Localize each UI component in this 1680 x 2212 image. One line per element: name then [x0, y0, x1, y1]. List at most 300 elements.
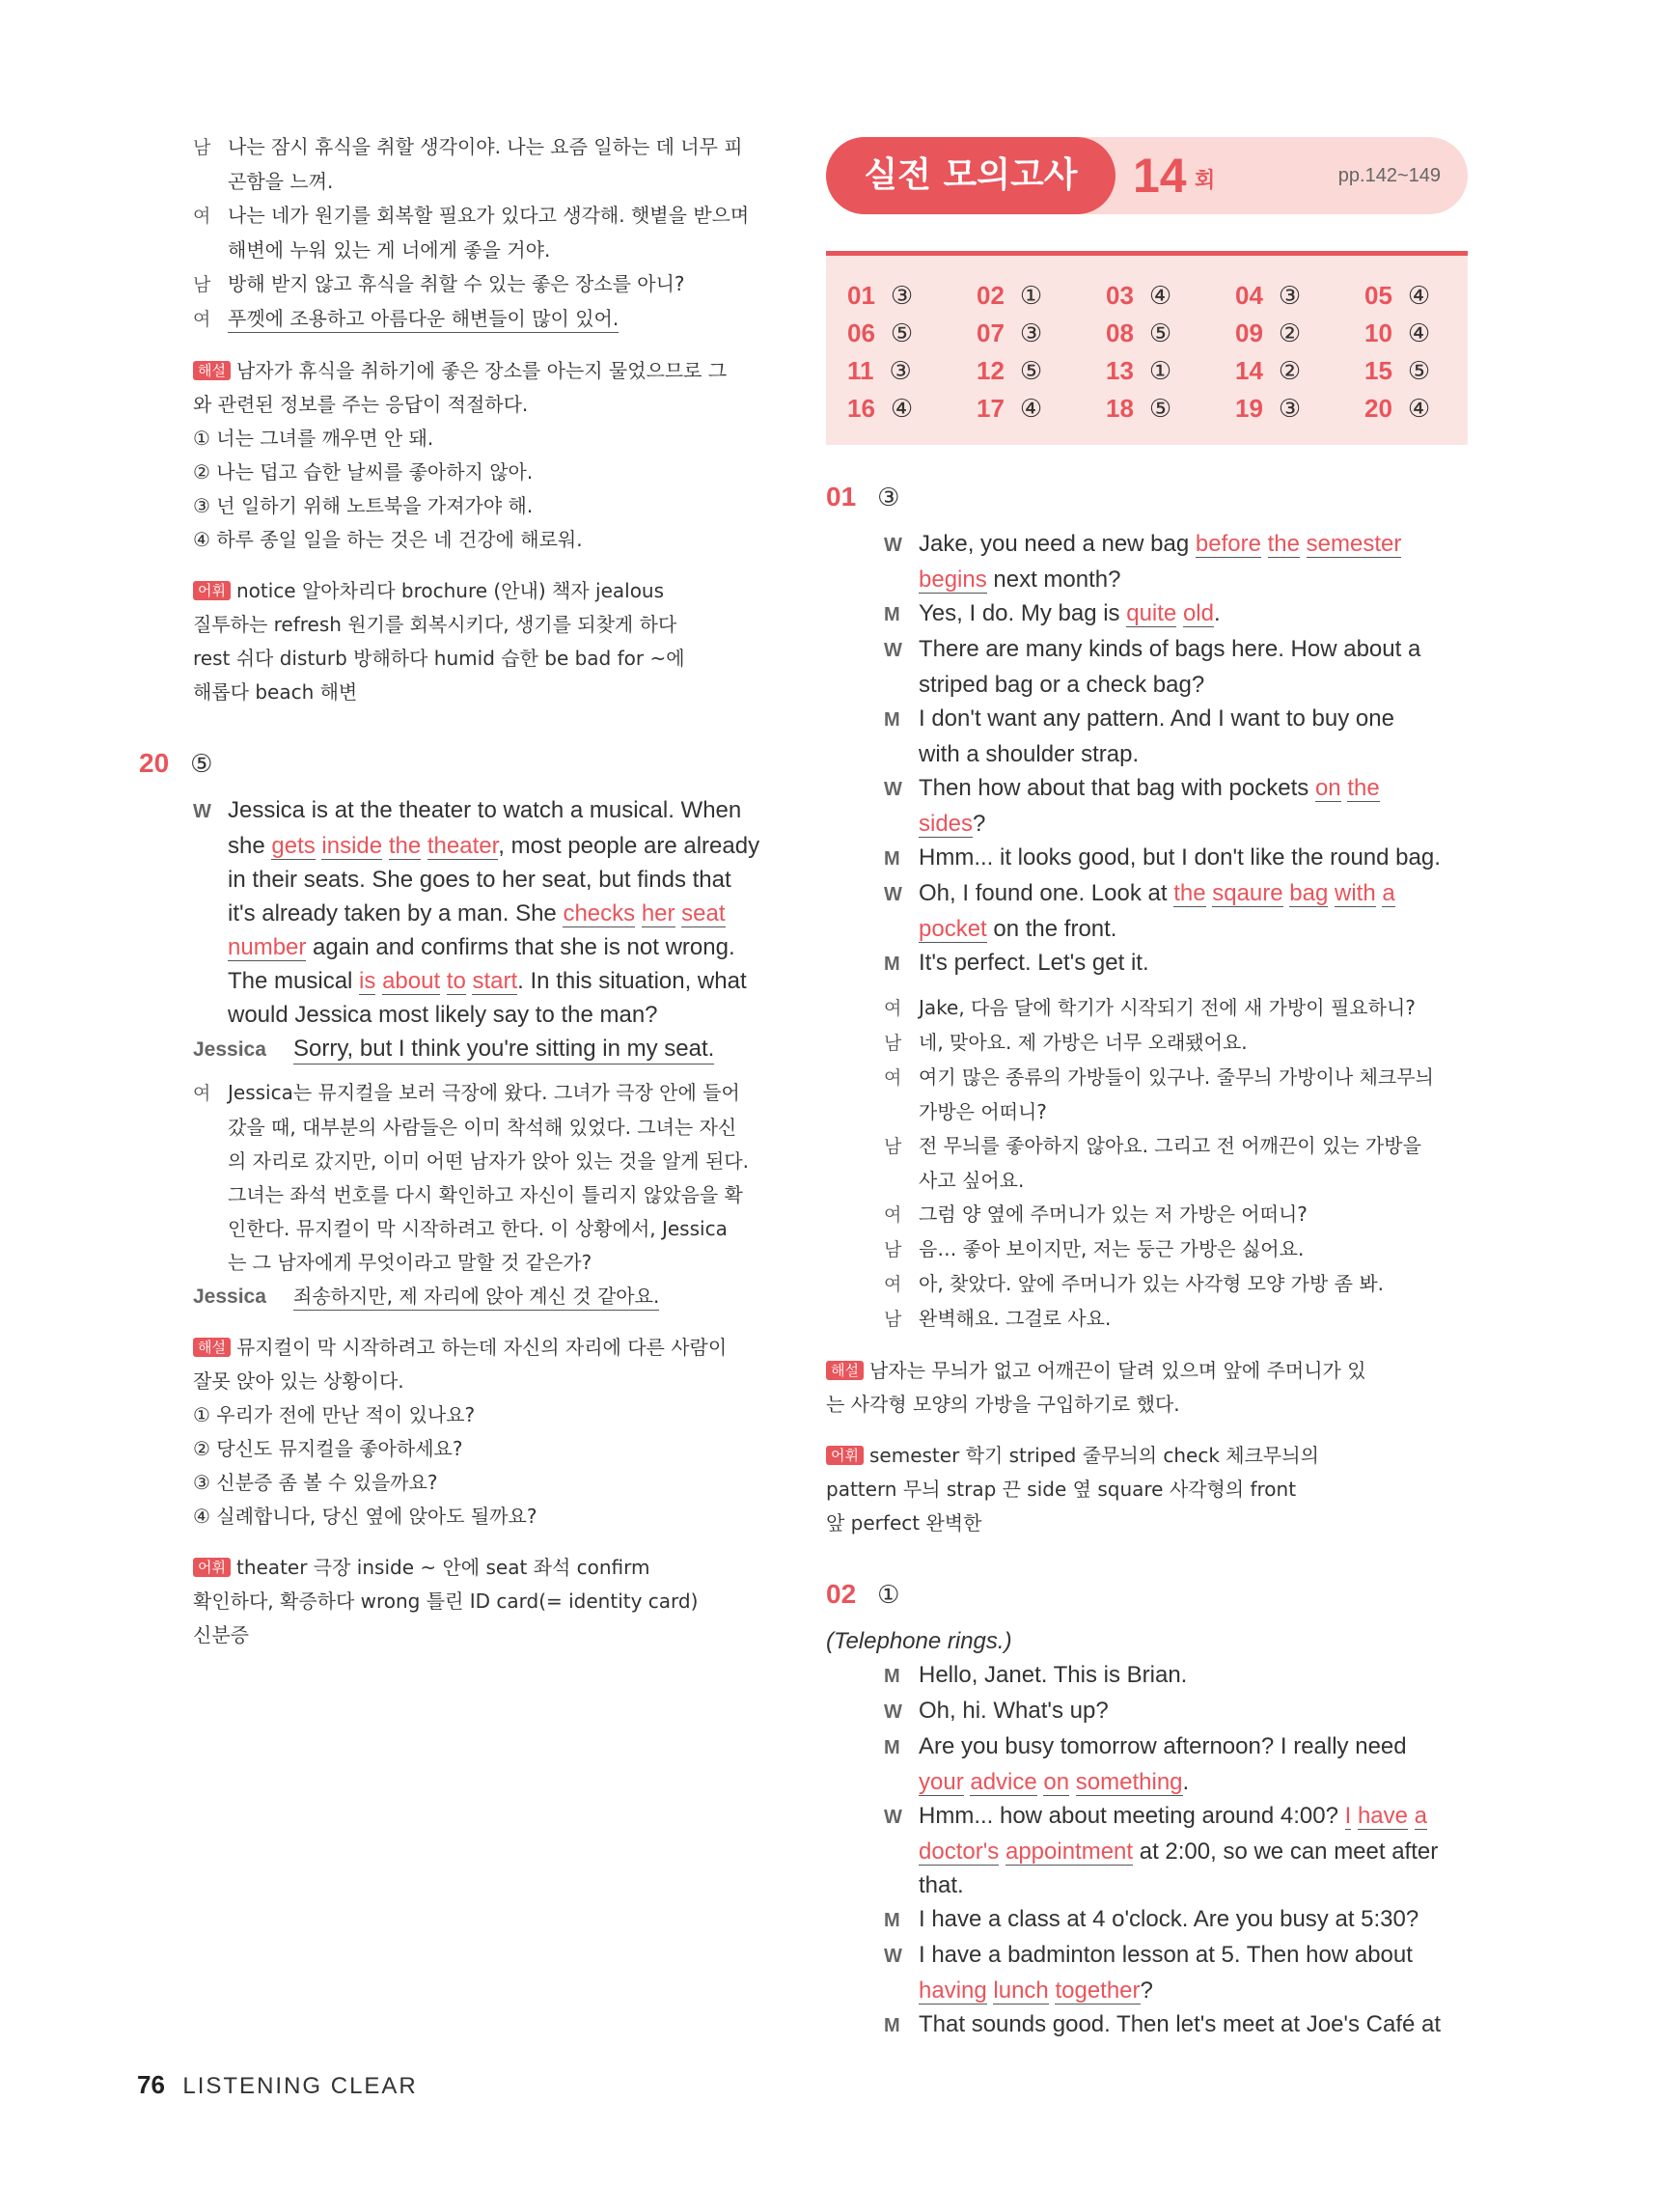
blank-word: with — [1335, 880, 1376, 906]
dialog-text: 곤함을 느껴. — [228, 170, 334, 193]
blank-word: semester — [1306, 531, 1402, 557]
answer-key-choice: ③ — [1278, 282, 1302, 311]
script-text: Hmm... it looks good, but I don't like the round bag. — [919, 844, 1441, 871]
script-line: that. — [919, 1872, 964, 1898]
answer-key-choice: ④ — [1407, 319, 1431, 348]
answer-key-cell — [1364, 390, 1488, 428]
script-text: Hmm... how about meeting around 4:00? — [919, 1803, 1345, 1829]
question-answer: ⑤ — [190, 750, 213, 779]
translation-line — [884, 1061, 1473, 1095]
translation-text: 네, 맞아요. 제 가방은 너무 오래됐어요. — [919, 1031, 1248, 1054]
blank-word: number — [228, 934, 307, 960]
blank-word: a — [1414, 1803, 1428, 1829]
answer-key-cell — [1364, 277, 1488, 315]
vocab-text: theater 극장 inside ~ 안에 seat 좌석 confirm — [235, 1556, 650, 1579]
speaker-label: 남 — [193, 137, 211, 158]
answer-key-cell — [1106, 352, 1229, 390]
answer-key-row — [847, 315, 1465, 351]
translation-line: 사고 싶어요. — [919, 1169, 1025, 1192]
vocab-line: 질투하는 refresh 원기를 회복시키다, 생기를 되찾게 하다 — [193, 613, 677, 636]
script-line — [884, 1902, 1473, 1938]
option-line: ② 당신도 뮤지컬을 좋아하세요? — [193, 1437, 463, 1460]
option-line: ④ 하루 종일 일을 하는 것은 네 건강에 해로워. — [193, 528, 583, 551]
dialog-line — [193, 165, 782, 199]
script-text: It's perfect. Let's get it. — [919, 950, 1149, 976]
script-line — [884, 702, 1473, 737]
speaker-label: W — [884, 640, 902, 661]
answer-key-cell — [847, 277, 971, 315]
speaker-label: M — [884, 2015, 900, 2036]
speaker-label: 남 — [193, 274, 211, 295]
speaker-label: 여 — [884, 1274, 902, 1295]
script-text: ? — [973, 811, 986, 837]
script-line — [884, 876, 1473, 912]
question-number: 01 — [826, 482, 857, 512]
script-text: Then how about that bag with pockets — [919, 775, 1315, 801]
answer-key-choice: ③ — [889, 357, 912, 386]
speaker-label: 여 — [884, 1204, 902, 1226]
dialog-text: 나는 잠시 휴식을 취할 생각이야. 나는 요즘 일하는 데 너무 피 — [228, 135, 743, 158]
vocab-text: semester 학기 striped 줄무늬의 check 체크무늬의 — [868, 1444, 1319, 1467]
vocab-tag: 어휘 — [193, 1558, 231, 1577]
speaker-label: Jessica — [193, 1038, 266, 1061]
dialog-line — [193, 302, 782, 337]
translation-line — [884, 1267, 1473, 1302]
script-text: Oh, hi. What's up? — [919, 1698, 1109, 1724]
explanation-text: 남자가 휴식을 취하기에 좋은 장소를 아는지 물었으므로 그 — [235, 359, 728, 382]
script-text: Jessica is at the theater to watch a musical. When — [228, 797, 742, 823]
script-text: Oh, I found one. Look at — [919, 880, 1174, 906]
answer-key-number: 01 — [847, 281, 875, 310]
vocab-line — [826, 1439, 1473, 1473]
script-line — [884, 1658, 1473, 1694]
banner-title: 실전 모의고사 — [826, 137, 1115, 214]
answer-key-cell — [977, 315, 1100, 352]
script-text: That sounds good. Then let's meet at Joe's Café at — [919, 2011, 1442, 2037]
blank-word: lunch — [993, 1977, 1049, 2004]
script-line — [193, 1032, 782, 1066]
blank-word: is — [359, 968, 376, 994]
script-text: . In this situation, what — [517, 968, 747, 994]
answer-key-cell — [1364, 352, 1488, 390]
answer-key-choice: ④ — [1019, 395, 1043, 424]
explanation-line — [826, 1354, 1473, 1388]
speaker-label: 남 — [884, 1136, 902, 1157]
script-line — [884, 563, 1473, 596]
blank-word: have — [1357, 1803, 1408, 1829]
script-text: Jake, you need a new bag — [919, 531, 1196, 557]
answer-key-number: 04 — [1235, 281, 1263, 310]
question-02 — [826, 1575, 1473, 2043]
explanation-line: 잘못 앉아 있는 상황이다. — [193, 1369, 404, 1393]
answer-key-choice: ① — [1148, 357, 1172, 386]
vocab-line — [193, 574, 782, 608]
script-line: with a shoulder strap. — [919, 741, 1140, 767]
speaker-label: 여 — [884, 998, 902, 1019]
translation-line — [884, 991, 1473, 1026]
option-line: ③ 신분증 좀 볼 수 있을까요? — [193, 1471, 438, 1494]
script-line — [884, 2007, 1473, 2043]
translation-line — [884, 1302, 1473, 1337]
answer-key-table — [826, 251, 1468, 445]
answer-key-number: 19 — [1235, 394, 1263, 423]
translation-text: 여기 많은 종류의 가방들이 있구나. 줄무늬 가방이나 체크무늬 — [919, 1065, 1434, 1089]
translation-line: 갔을 때, 대부분의 사람들은 이미 착석해 있었다. 그녀는 자신 — [228, 1116, 737, 1139]
dialog-text: 방해 받지 않고 휴식을 취할 수 있는 좋은 장소를 아니? — [228, 272, 685, 295]
blank-word: checks — [563, 900, 636, 926]
blank-word: before — [1195, 531, 1261, 557]
answer-key-cell — [1235, 277, 1359, 315]
speaker-label: M — [884, 1737, 900, 1758]
answer-key-choice: ② — [1278, 319, 1302, 348]
blank-word: the — [1173, 880, 1206, 906]
script-line — [884, 1694, 1473, 1729]
speaker-label: 여 — [884, 1067, 902, 1089]
script-line — [193, 793, 782, 829]
vocab-tag: 어휘 — [826, 1446, 864, 1465]
script-text: I have a class at 4 o'clock. Are you busy at 5:30? — [919, 1906, 1419, 1932]
script-line — [884, 527, 1473, 563]
script-line: would Jessica most likely say to the man? — [228, 1002, 658, 1028]
blank-word: something — [1075, 1769, 1183, 1795]
speaker-label: M — [884, 709, 900, 731]
question-number: 20 — [139, 748, 170, 778]
question-header — [826, 1575, 1473, 1615]
speaker-label: M — [884, 954, 900, 975]
translation-line — [193, 1076, 782, 1111]
blank-word: a — [1382, 880, 1395, 906]
answer-key-cell — [1364, 315, 1488, 352]
answer-key-choice: ⑤ — [1407, 357, 1431, 386]
script-line — [884, 841, 1473, 876]
answer-key-cell — [847, 390, 971, 428]
explanation-tag: 해설 — [826, 1361, 864, 1380]
speaker-label: M — [884, 1666, 900, 1687]
script-text: again and confirms that she is not wrong. — [306, 934, 735, 960]
blank-word: bag — [1289, 880, 1329, 906]
speaker-label: W — [884, 1807, 902, 1828]
question-answer: ① — [877, 1581, 900, 1610]
speaker-label: W — [884, 1701, 902, 1723]
explanation-q20 — [193, 1331, 782, 1534]
blank-word: theater — [427, 833, 499, 859]
translation-line — [193, 1280, 782, 1313]
vocab-text: notice 알아차리다 brochure (안내) 책자 jealous — [235, 579, 665, 602]
script-line — [884, 946, 1473, 982]
script-line — [884, 596, 1473, 632]
answer-key-number: 06 — [847, 318, 875, 347]
script-line — [193, 930, 782, 964]
blank-word: the — [1267, 531, 1300, 557]
speaker-label: W — [884, 779, 902, 800]
script-line — [884, 807, 1473, 841]
blank-word: to — [446, 968, 466, 994]
blank-word: her — [641, 900, 675, 926]
speaker-label: M — [884, 848, 900, 870]
speaker-label: 여 — [193, 1083, 211, 1104]
translation-text: 완벽해요. 그걸로 사요. — [919, 1307, 1112, 1330]
blank-word: having — [919, 1977, 987, 2004]
question-header — [826, 478, 1473, 517]
script-text: The musical — [228, 968, 360, 994]
script-line: striped bag or a check bag? — [919, 672, 1205, 698]
page-number: 76 — [137, 2070, 165, 2099]
answer-key-number: 02 — [977, 281, 1005, 310]
blank-word: inside — [321, 833, 383, 859]
answer-key-choice: ⑤ — [890, 319, 914, 348]
explanation-line: 는 사각형 모양의 가방을 구입하기로 했다. — [826, 1393, 1180, 1416]
translation-line: 인한다. 뮤지컬이 막 시작하려고 한다. 이 상황에서, Jessica — [228, 1217, 728, 1240]
blank-word: begins — [919, 567, 987, 593]
vocab-line — [193, 1551, 782, 1585]
answer-key-cell — [977, 390, 1100, 428]
dialog-line — [193, 199, 782, 234]
explanation-line: 와 관련된 정보를 주는 응답이 적절하다. — [193, 393, 529, 416]
translation-text: 전 무늬를 좋아하지 않아요. 그리고 전 어깨끈이 있는 가방을 — [919, 1134, 1421, 1157]
blank-word: the — [388, 833, 422, 859]
script-line — [884, 632, 1473, 668]
translation-line: 의 자리로 갔지만, 이미 어떤 남자가 앉아 있는 것을 알게 된다. — [228, 1149, 749, 1173]
blank-word: your — [919, 1769, 964, 1795]
answer-key-cell — [1235, 352, 1359, 390]
answer-key-number: 03 — [1106, 281, 1134, 310]
script-line — [193, 829, 782, 863]
test-number: 14 — [1133, 149, 1187, 203]
translation-text: Jessica는 뮤지컬을 보러 극장에 왔다. 그녀가 극장 안에 들어 — [228, 1081, 740, 1104]
script-text: next month? — [986, 567, 1121, 593]
answer-key-number: 08 — [1106, 318, 1134, 347]
speaker-label: W — [884, 1946, 902, 1967]
answer-sentence: 푸껫에 조용하고 아름다운 해변들이 많이 있어. — [228, 307, 619, 333]
answer-key-choice: ④ — [1407, 395, 1431, 424]
script-text: . — [1182, 1769, 1190, 1795]
page-footer — [137, 2070, 418, 2100]
answer-key-cell — [1106, 277, 1229, 315]
answer-key-choice: ④ — [1407, 282, 1431, 311]
option-line: ① 우리가 전에 만난 적이 있나요? — [193, 1403, 476, 1426]
answer-key-number: 13 — [1106, 356, 1134, 385]
answer-key-choice: ④ — [890, 395, 914, 424]
answer-key-cell — [847, 352, 971, 390]
answer-key-choice: ③ — [890, 282, 914, 311]
blank-word: old — [1182, 600, 1214, 626]
script-text: Are you busy tomorrow afternoon? I really need — [919, 1733, 1407, 1759]
answer-key-row — [847, 352, 1465, 389]
question-01 — [826, 478, 1473, 1540]
option-line: ③ 넌 일하기 위해 노트북을 가져가야 해. — [193, 494, 534, 517]
translation-text: Jake, 다음 달에 학기가 시작되기 전에 새 가방이 필요하니? — [919, 996, 1416, 1019]
answer-key-cell — [1235, 315, 1359, 352]
dialog-line — [193, 234, 782, 267]
blank-word: pocket — [919, 916, 987, 942]
speaker-label: 여 — [193, 309, 211, 330]
translation-line — [884, 1232, 1473, 1267]
blank-word: about — [382, 968, 441, 994]
answer-key-number: 05 — [1364, 281, 1392, 310]
blank-word: appointment — [1005, 1839, 1134, 1865]
answer-key-number: 14 — [1235, 356, 1263, 385]
translation-line — [884, 1198, 1473, 1232]
script-text: I have a badminton lesson at 5. Then how about — [919, 1942, 1413, 1968]
vocab-line: 해롭다 beach 해변 — [193, 680, 358, 704]
answer-key-number: 07 — [977, 318, 1005, 347]
option-line: ② 나는 덥고 습한 날씨를 좋아하지 않아. — [193, 460, 534, 484]
answer-key-number: 18 — [1106, 394, 1134, 423]
speaker-label: Jessica — [193, 1286, 266, 1308]
blank-word: quite — [1126, 600, 1177, 626]
script-text: There are many kinds of bags here. How about a — [919, 636, 1421, 662]
script-line — [193, 964, 782, 998]
blank-word: start — [472, 968, 518, 994]
answer-key-choice: ④ — [1148, 282, 1172, 311]
vocabulary-q19 — [193, 574, 782, 709]
vocab-line: 신분증 — [193, 1623, 249, 1646]
answer-key-cell — [977, 277, 1100, 315]
explanation-line — [193, 354, 782, 388]
script-line — [884, 1765, 1473, 1799]
blank-word: sides — [919, 811, 974, 837]
script-line — [884, 771, 1473, 807]
answer-key-number: 10 — [1364, 318, 1392, 347]
translation-text: 아, 찾았다. 앞에 주머니가 있는 사각형 모양 가방 좀 봐. — [919, 1272, 1385, 1295]
script-text: at 2:00, so we can meet after — [1133, 1839, 1439, 1865]
dialog-q19-korean — [193, 130, 782, 337]
answer-key-cell — [1235, 390, 1359, 428]
answer-key-number: 20 — [1364, 394, 1392, 423]
answer-key-number: 09 — [1235, 318, 1263, 347]
explanation-text: 뮤지컬이 막 시작하려고 하는데 자신의 자리에 다른 사람이 — [235, 1336, 728, 1359]
blank-word: seat — [681, 900, 726, 926]
blank-word: on — [1314, 775, 1341, 801]
question-header — [139, 744, 782, 784]
right-column — [826, 478, 1473, 2043]
answer-sentence: Sorry, but I think you're sitting in my seat. — [293, 1036, 714, 1065]
script-text: , most people are already — [498, 833, 760, 859]
translation-text: 그럼 양 옆에 주머니가 있는 저 가방은 어떠니? — [919, 1203, 1308, 1226]
stage-direction: (Telephone rings.) — [826, 1628, 1012, 1654]
answer-key-choice: ② — [1278, 357, 1302, 386]
speaker-label: 여 — [193, 206, 211, 227]
dialog-line — [193, 267, 782, 302]
answer-key-cell — [1106, 315, 1229, 352]
vocab-line: pattern 무늬 strap 끈 side 옆 square 사각형의 front — [826, 1478, 1297, 1501]
speaker-label: W — [193, 801, 211, 822]
page-range: pp.142~149 — [1337, 165, 1441, 186]
blank-word: doctor's — [919, 1839, 1000, 1865]
answer-key-choice: ⑤ — [1019, 357, 1043, 386]
option-line: ① 너는 그녀를 깨우면 안 돼. — [193, 427, 434, 450]
speaker-label: 남 — [884, 1309, 902, 1330]
script-text: she — [228, 833, 272, 859]
vocab-line: 앞 perfect 완벽한 — [826, 1511, 982, 1535]
script-text: ? — [1140, 1977, 1153, 2004]
answer-sentence: 죄송하지만, 제 자리에 앉아 계신 것 같아요. — [293, 1285, 659, 1311]
script-line — [884, 912, 1473, 946]
translation-line — [884, 1026, 1473, 1061]
script-text: Yes, I do. My bag is — [919, 600, 1127, 626]
question-answer: ③ — [877, 484, 900, 512]
answer-key-cell — [1106, 390, 1229, 428]
option-line: ④ 실례합니다, 당신 옆에 앉아도 될까요? — [193, 1505, 537, 1528]
script-text: on the front. — [986, 916, 1117, 942]
explanation-q19 — [193, 354, 782, 557]
answer-key-number: 15 — [1364, 356, 1392, 385]
vocab-tag: 어휘 — [193, 581, 231, 600]
answer-key-number: 11 — [847, 356, 874, 385]
answer-key-number: 17 — [977, 394, 1005, 423]
speaker-label: M — [884, 604, 900, 625]
question-20 — [139, 744, 782, 1313]
answer-key-number: 12 — [977, 356, 1005, 385]
blank-word: I — [1344, 1803, 1352, 1829]
vocabulary-q20 — [193, 1551, 782, 1652]
blank-word: advice — [970, 1769, 1037, 1795]
script-line — [884, 1974, 1473, 2007]
script-line — [884, 1835, 1473, 1868]
explanation-tag: 해설 — [193, 1338, 231, 1357]
answer-key-choice: ③ — [1278, 395, 1302, 424]
dialog-text: 나는 네가 원기를 회복할 필요가 있다고 생각해. 햇볕을 받으며 — [228, 204, 750, 227]
translation-line — [884, 1129, 1473, 1164]
speaker-label: W — [884, 884, 902, 905]
translation-line: 는 그 남자에게 무엇이라고 말할 것 같은가? — [228, 1251, 592, 1274]
answer-key-row — [847, 277, 1465, 314]
speaker-label: M — [884, 1910, 900, 1931]
speaker-label: W — [884, 535, 902, 556]
speaker-label: 남 — [884, 1033, 902, 1054]
translation-text: 음… 좋아 보이지만, 저는 둥근 가방은 싫어요. — [919, 1237, 1305, 1260]
script-line: in their seats. She goes to her seat, but finds that — [228, 867, 731, 893]
test-suffix: 회 — [1195, 169, 1216, 193]
answer-key-row — [847, 390, 1465, 427]
blank-word: sqaure — [1212, 880, 1283, 906]
script-text: I don't want any pattern. And I want to buy one — [919, 705, 1394, 732]
answer-key-cell — [847, 315, 971, 352]
test-banner — [826, 137, 1468, 214]
script-line — [193, 897, 782, 930]
answer-key-choice: ⑤ — [1148, 319, 1172, 348]
answer-key-choice: ① — [1019, 282, 1043, 311]
blank-word: the — [1347, 775, 1380, 801]
answer-key-number: 16 — [847, 394, 875, 423]
blank-word: together — [1055, 1977, 1141, 2004]
script-line — [884, 1938, 1473, 1974]
vocab-line: rest 쉬다 disturb 방해하다 humid 습한 be bad for ~에 — [193, 647, 685, 670]
dialog-line — [193, 130, 782, 165]
translation-line: 그녀는 좌석 번호를 다시 확인하고 자신이 틀리지 않았음을 확 — [228, 1183, 743, 1206]
dialog-text: 해변에 누워 있는 게 너에게 좋을 거야. — [228, 238, 551, 262]
explanation-line — [193, 1331, 782, 1365]
book-title: LISTENING CLEAR — [182, 2073, 418, 2099]
script-line — [884, 1729, 1473, 1765]
answer-key-choice: ⑤ — [1148, 395, 1172, 424]
explanation-text: 남자는 무늬가 없고 어깨끈이 달려 있으며 앞에 주머니가 있 — [868, 1359, 1366, 1382]
blank-word: on — [1043, 1769, 1070, 1795]
vocab-line: 확인하다, 확증하다 wrong 틀린 ID card(= identity card) — [193, 1590, 699, 1613]
left-column — [139, 130, 782, 1652]
answer-key-cell — [977, 352, 1100, 390]
script-text: . — [1213, 600, 1221, 626]
script-text: Hello, Janet. This is Brian. — [919, 1662, 1188, 1688]
speaker-label: 남 — [884, 1239, 902, 1260]
script-text: it's already taken by a man. She — [228, 900, 564, 926]
answer-key-choice: ③ — [1019, 319, 1043, 348]
explanation-tag: 해설 — [193, 361, 231, 380]
script-line — [884, 1799, 1473, 1835]
translation-line: 가방은 어떠니? — [919, 1100, 1047, 1123]
blank-word: gets — [271, 833, 316, 859]
question-number: 02 — [826, 1579, 857, 1609]
